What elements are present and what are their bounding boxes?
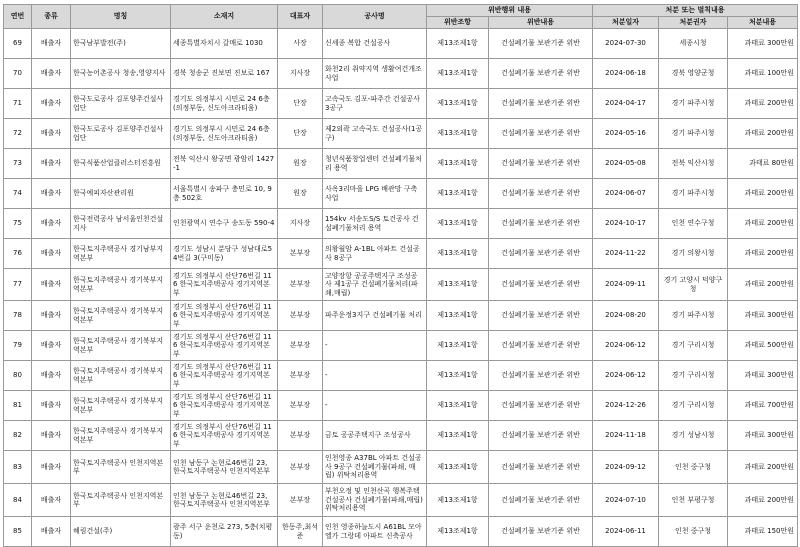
header-penalty-content: 처분내용 xyxy=(728,17,798,29)
row-number: 70 xyxy=(4,59,32,89)
row-penalty-date: 2024-09-12 xyxy=(593,451,659,484)
table-row xyxy=(4,59,798,89)
row-address: 경기도 의정부시 산단76번길 116 한국토지주택공사 경기지역본부 xyxy=(171,269,278,301)
row-project: 인천 영종하늘도시 A61BL 모아엘가 그랑데 아파트 신축공사 xyxy=(323,517,427,547)
row-violation-clause: 제13조제1항 xyxy=(427,361,489,391)
row-penalty-date: 2024-06-07 xyxy=(593,179,659,209)
row-address: 경기도 의정부시 산단76번길 116 한국토지주택공사 경기지역본부 xyxy=(171,421,278,451)
row-type: 배출자 xyxy=(32,89,71,119)
row-number: 84 xyxy=(4,484,32,517)
row-representative: 지사장 xyxy=(278,59,323,89)
row-representative: 원장 xyxy=(278,179,323,209)
row-type: 배출자 xyxy=(32,59,71,89)
row-project: 청년식품창업센터 건설폐기물처리 용역 xyxy=(323,149,427,179)
header-address: 소재지 xyxy=(171,5,278,29)
row-violation-clause: 제13조제1항 xyxy=(427,484,489,517)
row-penalty-date: 2024-11-18 xyxy=(593,421,659,451)
row-violation-clause: 제13조제1항 xyxy=(427,59,489,89)
row-name: 한국토지주택공사 경기북부지역본부 xyxy=(71,421,171,451)
row-penalty-authority: 경기 구리시청 xyxy=(659,361,728,391)
row-penalty-date: 2024-06-11 xyxy=(593,517,659,547)
row-penalty-authority: 경기 파주시청 xyxy=(659,301,728,331)
row-penalty-date: 2024-07-30 xyxy=(593,29,659,59)
row-penalty-content: 과태료 200만원 xyxy=(728,484,798,517)
row-violation-content: 건설폐기물 보관기준 위반 xyxy=(489,484,593,517)
row-address: 경기도 의정부시 산단76번길 116 한국토지주택공사 경기지역본부 xyxy=(171,301,278,331)
header-violation-clause: 위반조항 xyxy=(427,17,489,29)
row-name: 한국예피자산관리원 xyxy=(71,179,171,209)
row-name: 한국전력공사 남서울인천건설지사 xyxy=(71,209,171,239)
table-row xyxy=(4,361,798,391)
row-representative: 본부장 xyxy=(278,361,323,391)
row-violation-clause: 제13조제1항 xyxy=(427,391,489,421)
row-violation-content: 건설폐기물 보관기준 위반 xyxy=(489,361,593,391)
row-type: 배출자 xyxy=(32,301,71,331)
row-representative: 사장 xyxy=(278,29,323,59)
row-representative: 본부장 xyxy=(278,421,323,451)
row-penalty-authority: 경기 파주시청 xyxy=(659,119,728,149)
header-type: 종류 xyxy=(32,5,71,29)
row-penalty-date: 2024-10-17 xyxy=(593,209,659,239)
row-project: 화천2리 취약지역 생활여건개조사업 xyxy=(323,59,427,89)
table-row xyxy=(4,451,798,484)
row-project: 의왕월암 A-1BL 아파트 건설공사 8공구 xyxy=(323,239,427,269)
row-number: 77 xyxy=(4,269,32,301)
row-representative: 본부장 xyxy=(278,269,323,301)
row-penalty-content: 과태료 200만원 xyxy=(728,239,798,269)
row-name: 한국농어촌공사 청송,영양지사 xyxy=(71,59,171,89)
violation-table xyxy=(3,4,798,547)
row-address: 경기도 의정부시 시민로 24 6층 (의정부동, 신도아크라티움) xyxy=(171,89,278,119)
row-number: 79 xyxy=(4,331,32,361)
header-name: 명칭 xyxy=(71,5,171,29)
row-representative: 단장 xyxy=(278,119,323,149)
header-penalty-authority: 처분권자 xyxy=(659,17,728,29)
row-number: 71 xyxy=(4,89,32,119)
row-violation-content: 건설폐기물 보관기준 위반 xyxy=(489,301,593,331)
row-project: 파주운정3지구 건설폐기물 처리 xyxy=(323,301,427,331)
row-address: 경기도 의정부시 산단76번길 116 한국토지주택공사 경기지역본부 xyxy=(171,391,278,421)
row-penalty-authority: 경기 파주시청 xyxy=(659,89,728,119)
row-penalty-date: 2024-05-16 xyxy=(593,119,659,149)
row-violation-clause: 제13조제1항 xyxy=(427,119,489,149)
row-penalty-date: 2024-06-12 xyxy=(593,331,659,361)
row-number: 80 xyxy=(4,361,32,391)
row-address: 경기도 성남시 분당구 성남대로54번길 3(구미동) xyxy=(171,239,278,269)
table-row xyxy=(4,484,798,517)
row-address: 경기도 의정부시 산단76번길 116 한국토지주택공사 경기지역본부 xyxy=(171,361,278,391)
row-penalty-authority: 인천 중구청 xyxy=(659,451,728,484)
row-violation-content: 건설폐기물 보관기준 위반 xyxy=(489,269,593,301)
row-number: 78 xyxy=(4,301,32,331)
row-representative: 본부장 xyxy=(278,484,323,517)
row-name: 한국토지주택공사 인천지역본부 xyxy=(71,451,171,484)
table-row xyxy=(4,331,798,361)
row-address: 경기도 의정부시 시민로 24 6층 (의정부동, 신도아크라티움) xyxy=(171,119,278,149)
row-penalty-content: 과태료 500만원 xyxy=(728,331,798,361)
row-violation-clause: 제13조제1항 xyxy=(427,179,489,209)
row-penalty-authority: 인천 중구청 xyxy=(659,517,728,547)
row-penalty-date: 2024-04-17 xyxy=(593,89,659,119)
row-penalty-date: 2024-09-11 xyxy=(593,269,659,301)
row-project: 제2외곽 고속국도 건설공사(1공구) xyxy=(323,119,427,149)
row-name: 혜림건설(주) xyxy=(71,517,171,547)
row-penalty-authority: 경기 파주시청 xyxy=(659,179,728,209)
row-violation-content: 건설폐기물 보관기준 위반 xyxy=(489,59,593,89)
header-project: 공사명 xyxy=(323,5,427,29)
row-violation-clause: 제13조제1항 xyxy=(427,451,489,484)
row-number: 83 xyxy=(4,451,32,484)
row-violation-clause: 제13조제1항 xyxy=(427,29,489,59)
row-penalty-authority: 세종시청 xyxy=(659,29,728,59)
row-penalty-content: 과태료 150만원 xyxy=(728,517,798,547)
row-violation-content: 건설폐기물 보관기준 위반 xyxy=(489,391,593,421)
row-type: 배출자 xyxy=(32,179,71,209)
row-name: 한국토지주택공사 경기북부지역본부 xyxy=(71,301,171,331)
row-penalty-content: 과태료 200만원 xyxy=(728,451,798,484)
row-project: 신세종 복합 건설공사 xyxy=(323,29,427,59)
row-representative: 원장 xyxy=(278,149,323,179)
row-name: 한국식품산업클러스터진흥원 xyxy=(71,149,171,179)
row-violation-clause: 제13조제1항 xyxy=(427,89,489,119)
row-penalty-date: 2024-05-08 xyxy=(593,149,659,179)
row-type: 배출자 xyxy=(32,149,71,179)
header-violation-group: 위반행위 내용 xyxy=(427,5,593,17)
table-row xyxy=(4,29,798,59)
row-type: 배출자 xyxy=(32,29,71,59)
row-type: 배출자 xyxy=(32,119,71,149)
row-violation-content: 건설폐기물 보관기준 위반 xyxy=(489,421,593,451)
row-penalty-authority: 경기 구리시청 xyxy=(659,331,728,361)
row-project: 154kv 서송도S/S 토건공사 건설폐기물처리 용역 xyxy=(323,209,427,239)
row-representative: 본부장 xyxy=(278,239,323,269)
row-violation-content: 건설폐기물 보관기준 위반 xyxy=(489,517,593,547)
row-penalty-authority: 경기 고양시 덕양구청 xyxy=(659,269,728,301)
row-type: 배출자 xyxy=(32,484,71,517)
row-type: 배출자 xyxy=(32,391,71,421)
row-name: 한국도로공사 김포양주건설사업단 xyxy=(71,119,171,149)
row-address: 전북 익산시 왕궁면 광암리 1427-1 xyxy=(171,149,278,179)
row-name: 한국토지주택공사 경기남부지역본부 xyxy=(71,239,171,269)
row-type: 배출자 xyxy=(32,239,71,269)
row-violation-content: 건설폐기물 보관기준 위반 xyxy=(489,331,593,361)
row-penalty-content: 과태료 700만원 xyxy=(728,391,798,421)
row-penalty-content: 과태료 200만원 xyxy=(728,179,798,209)
row-type: 배출자 xyxy=(32,361,71,391)
row-number: 69 xyxy=(4,29,32,59)
row-name: 한국남부발전(주) xyxy=(71,29,171,59)
row-violation-content: 건설폐기물 보관기준 위반 xyxy=(489,179,593,209)
row-representative: 본부장 xyxy=(278,451,323,484)
row-number: 76 xyxy=(4,239,32,269)
violation-table-wrapper xyxy=(3,4,797,547)
table-row xyxy=(4,89,798,119)
row-penalty-content: 과태료 300만원 xyxy=(728,361,798,391)
row-project: 사옥3리마을 LPG 배관망 구축사업 xyxy=(323,179,427,209)
row-project: 인천영종 A37BL 아파트 건설공사 9공구 건설폐기물(파쇄, 매립) 위탁처리용역 xyxy=(323,451,427,484)
row-type: 배출자 xyxy=(32,209,71,239)
table-row xyxy=(4,269,798,301)
row-name: 한국도로공사 김포양주건설사업단 xyxy=(71,89,171,119)
row-address: 경기도 의정부시 산단76번길 116 한국토지주택공사 경기지역본부 xyxy=(171,331,278,361)
row-penalty-authority: 인천 연수구청 xyxy=(659,209,728,239)
header-penalty-group: 처분 또는 벌칙내용 xyxy=(593,5,798,17)
row-type: 배출자 xyxy=(32,331,71,361)
table-row xyxy=(4,517,798,547)
row-penalty-content: 과태료 100만원 xyxy=(728,59,798,89)
row-penalty-date: 2024-06-12 xyxy=(593,361,659,391)
table-row xyxy=(4,149,798,179)
row-project: 고양장항 공공주택지구 조성공사 제1공구 건설폐기물처리(파쇄,매립) xyxy=(323,269,427,301)
row-violation-content: 건설폐기물 보관기준 위반 xyxy=(489,89,593,119)
row-representative: 본부장 xyxy=(278,391,323,421)
row-name: 한국토지주택공사 경기북부지역본부 xyxy=(71,391,171,421)
row-penalty-content: 과태료 200만원 xyxy=(728,119,798,149)
row-type: 배출자 xyxy=(32,421,71,451)
row-violation-content: 건설폐기물 보관기준 위반 xyxy=(489,29,593,59)
row-project: - xyxy=(323,391,427,421)
row-violation-clause: 제13조제1항 xyxy=(427,517,489,547)
row-representative: 지사장 xyxy=(278,209,323,239)
row-address: 인천 남동구 논현로46번길 23, 한국토지주택공사 인천지역본부 xyxy=(171,484,278,517)
row-type: 배출자 xyxy=(32,517,71,547)
row-project: - xyxy=(323,331,427,361)
table-row xyxy=(4,179,798,209)
table-row xyxy=(4,209,798,239)
row-address: 인천 남동구 논현로46번길 23, 한국토지주택공사 인천지역본부 xyxy=(171,451,278,484)
table-header xyxy=(4,5,798,29)
row-number: 82 xyxy=(4,421,32,451)
row-violation-clause: 제13조제1항 xyxy=(427,331,489,361)
row-project: - xyxy=(323,361,427,391)
table-row xyxy=(4,239,798,269)
row-representative: 본부장 xyxy=(278,331,323,361)
row-name: 한국토지주택공사 경기북부지역본부 xyxy=(71,361,171,391)
header-no: 연번 xyxy=(4,5,32,29)
row-type: 배출자 xyxy=(32,269,71,301)
row-number: 75 xyxy=(4,209,32,239)
row-number: 73 xyxy=(4,149,32,179)
row-project: 고속국도 김포-파주간 건설공사 3공구 xyxy=(323,89,427,119)
row-penalty-content: 과태료 200만원 xyxy=(728,269,798,301)
row-address: 광주 서구 운천로 273, 5층(치평동) xyxy=(171,517,278,547)
row-penalty-content: 과태료 200만원 xyxy=(728,89,798,119)
row-violation-clause: 제13조제1항 xyxy=(427,239,489,269)
row-violation-clause: 제13조제1항 xyxy=(427,421,489,451)
table-row xyxy=(4,301,798,331)
row-penalty-authority: 경기 의왕시청 xyxy=(659,239,728,269)
row-address: 경북 청송군 진보면 진보로 167 xyxy=(171,59,278,89)
row-project: 부천오정 및 인천산곡 행복주택 건설공사 건설폐기물(파쇄,매립) 위탁처리용역 xyxy=(323,484,427,517)
row-violation-content: 건설폐기물 보관기준 위반 xyxy=(489,149,593,179)
row-penalty-authority: 경기 구리시청 xyxy=(659,391,728,421)
row-violation-content: 건설폐기물 보관기준 위반 xyxy=(489,119,593,149)
row-violation-clause: 제13조제1항 xyxy=(427,209,489,239)
row-penalty-content: 과태료 300만원 xyxy=(728,29,798,59)
row-penalty-authority: 인천 부평구청 xyxy=(659,484,728,517)
row-penalty-content: 과태료 300만원 xyxy=(728,421,798,451)
row-penalty-content: 과태료 300만원 xyxy=(728,301,798,331)
row-name: 한국토지주택공사 인천지역본부 xyxy=(71,484,171,517)
header-violation-content: 위반내용 xyxy=(489,17,593,29)
row-number: 74 xyxy=(4,179,32,209)
table-row xyxy=(4,119,798,149)
row-penalty-authority: 전북 익산시청 xyxy=(659,149,728,179)
row-number: 81 xyxy=(4,391,32,421)
row-penalty-content: 과태료 200만원 xyxy=(728,209,798,239)
table-body xyxy=(4,29,798,547)
row-representative: 본부장 xyxy=(278,301,323,331)
row-violation-content: 건설폐기물 보관기준 위반 xyxy=(489,209,593,239)
row-violation-content: 건설폐기물 보관기준 위반 xyxy=(489,451,593,484)
row-name: 한국토지주택공사 경기북부지역본부 xyxy=(71,269,171,301)
row-address: 서울특별시 송파구 충민로 10, 9층 502호 xyxy=(171,179,278,209)
row-penalty-date: 2024-08-20 xyxy=(593,301,659,331)
row-violation-clause: 제13조제1항 xyxy=(427,149,489,179)
row-violation-clause: 제13조제1항 xyxy=(427,301,489,331)
row-address: 인천광역시 연수구 송도동 590-4 xyxy=(171,209,278,239)
table-row xyxy=(4,421,798,451)
row-number: 85 xyxy=(4,517,32,547)
row-penalty-date: 2024-06-18 xyxy=(593,59,659,89)
row-penalty-authority: 경북 영양군청 xyxy=(659,59,728,89)
row-violation-content: 건설폐기물 보관기준 위반 xyxy=(489,239,593,269)
row-number: 72 xyxy=(4,119,32,149)
row-name: 한국토지주택공사 경기북부지역본부 xyxy=(71,331,171,361)
row-penalty-content: 과태료 80만원 xyxy=(728,149,798,179)
row-project: 금토 공공주택지구 조성공사 xyxy=(323,421,427,451)
row-penalty-authority: 경기 성남시청 xyxy=(659,421,728,451)
row-penalty-date: 2024-07-10 xyxy=(593,484,659,517)
header-representative: 대표자 xyxy=(278,5,323,29)
row-type: 배출자 xyxy=(32,451,71,484)
table-row xyxy=(4,391,798,421)
row-representative: 단장 xyxy=(278,89,323,119)
row-representative: 한동주,최석준 xyxy=(278,517,323,547)
header-penalty-date: 처분일자 xyxy=(593,17,659,29)
row-address: 세종특별자치시 갈매로 1030 xyxy=(171,29,278,59)
row-penalty-date: 2024-11-22 xyxy=(593,239,659,269)
row-penalty-date: 2024-12-26 xyxy=(593,391,659,421)
row-violation-clause: 제13조제1항 xyxy=(427,269,489,301)
